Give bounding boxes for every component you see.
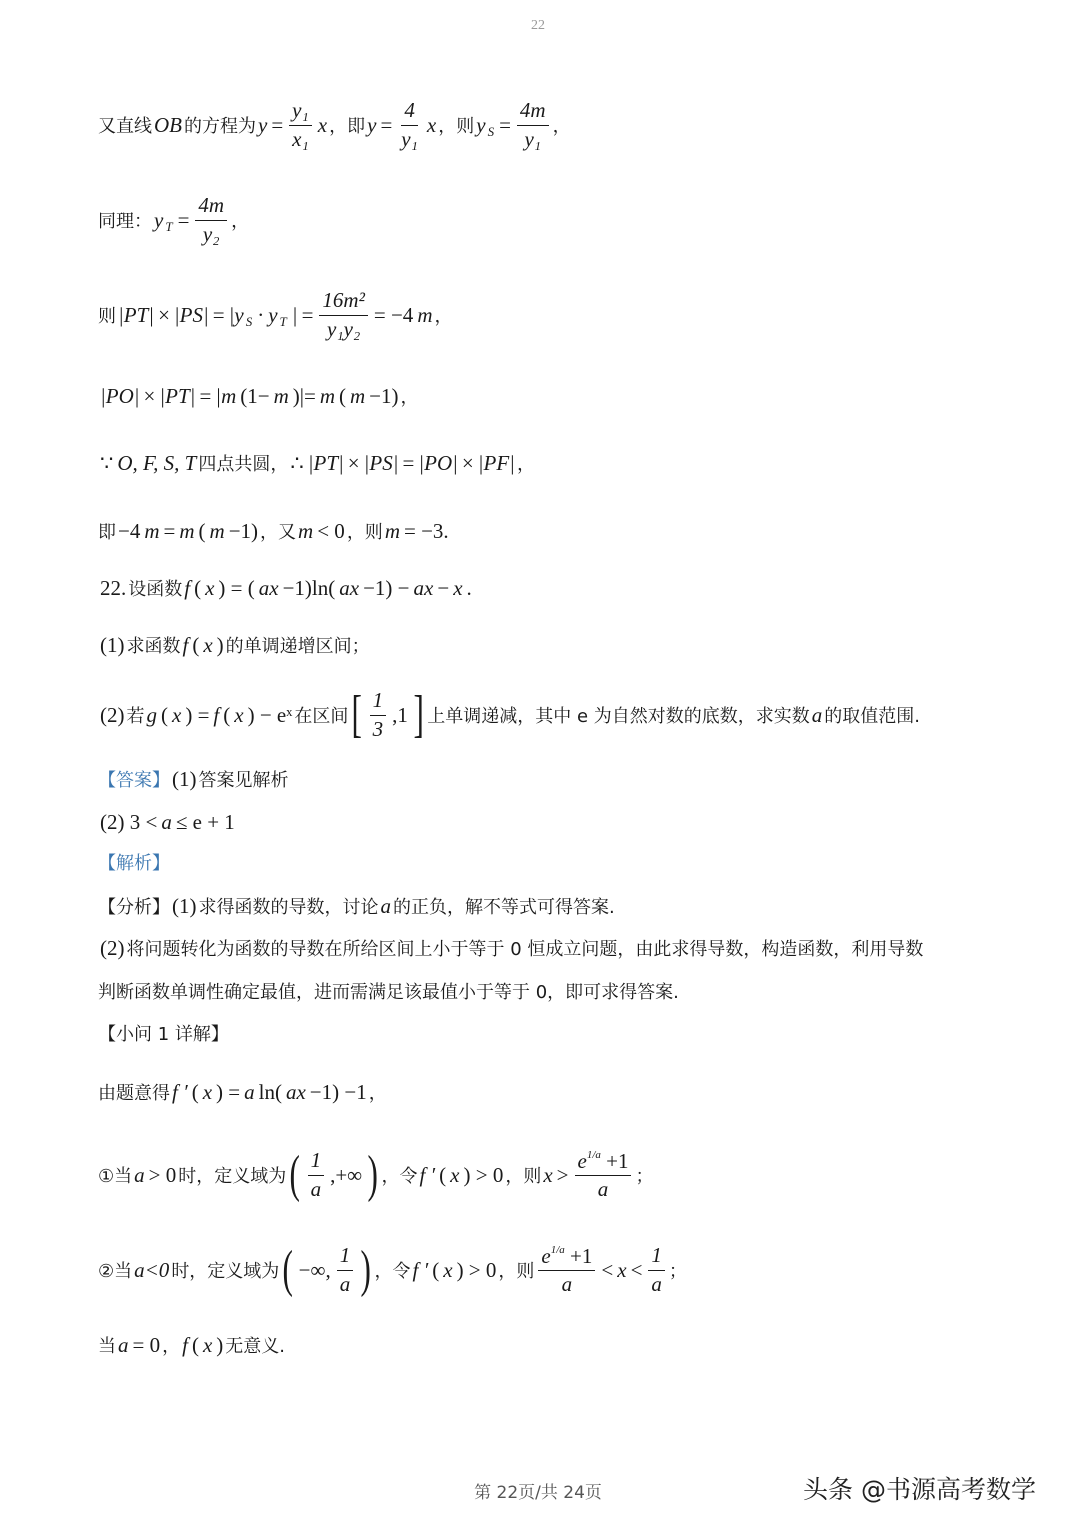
math-text: ( [439,1162,447,1187]
math-italic: x [317,112,328,137]
text: 的正负，解不等式可得答案. [393,897,615,918]
text-line [98,625,370,665]
text: 判断函数单调性确定最值，进而需满足该最值小于等于 0，即可求得答案. [98,982,679,1003]
text: ，则 [505,1166,542,1187]
exponent: 1/a [550,1243,565,1256]
math-italic: y [154,207,164,232]
numerator-text: 1 [310,1148,322,1173]
denominator: 3 [372,716,384,741]
math-italic: f ′ [419,1162,436,1187]
math-italic: x [453,575,463,600]
math-text: ∴ [290,450,304,475]
math-text: ) > 0 [463,1162,504,1187]
math-text: ( [194,575,202,600]
math-text: = [177,207,190,232]
text: ，则 [498,1261,535,1282]
text: 当 [98,1336,116,1357]
math-text: (1− [240,383,270,408]
numerator-text: 1 [339,1243,351,1268]
text-line [98,759,289,799]
denominator: y₁y₂ [327,316,361,341]
fraction [319,289,367,340]
math-italic: f [182,1332,188,1357]
text-line [98,1013,229,1053]
math-italic: x [543,1162,553,1187]
math-italic: x [617,1257,627,1282]
numerator-text: e [541,1243,551,1268]
math-italic: f [213,702,220,727]
math-text: = [212,302,225,327]
text: 求得函数的导数，讨论 [198,897,379,918]
math-text: −∞, [298,1257,331,1282]
text-line [98,1241,687,1298]
math-italic: x [172,702,182,727]
text: 时，定义域为 [178,1166,287,1187]
math-italic: x [202,1079,213,1104]
math-italic: |PO| [418,450,458,475]
math-text: ( [191,1079,199,1104]
text: ， [516,454,535,475]
text: ； [635,1166,654,1187]
math-text: ( [161,702,168,727]
math-text: ( [192,632,200,657]
numerator [575,1149,632,1176]
numerator-text: +1 [564,1243,593,1268]
numerator-text: y₁ [292,98,309,123]
math-italic: a [380,893,391,918]
text-line [98,288,453,341]
numerator [517,99,549,125]
math-text: −1) −1 [309,1079,367,1104]
math-text: = [301,302,314,327]
math-italic: f [182,632,189,657]
text: ，令 [381,1166,418,1187]
math-text: · [257,302,265,327]
denominator: y₁ [401,126,418,151]
math-text: ∵ [100,450,114,475]
math-text: )|= [292,383,316,408]
text: ，则 [438,116,475,137]
text-line [98,568,474,608]
text-line [98,98,571,151]
math-italic: a [134,1162,145,1187]
text: 无意义. [225,1336,285,1357]
big-bracket: ] [413,686,424,743]
math-text: (1) [172,893,197,918]
text-line [98,886,615,926]
math-italic: ax [258,575,279,600]
text: ①当 [98,1166,133,1187]
numerator [308,1149,325,1175]
text: 四点共圆， [198,454,289,475]
denominator: a [561,1272,573,1296]
math-italic: ax [285,1079,306,1104]
numerator-text: 4m [519,98,546,123]
denominator: y₂ [202,221,220,246]
text-line [98,376,419,416]
math-italic: |PT| [307,450,344,475]
text: ， [162,1336,181,1357]
math-text: > [556,1162,569,1187]
exponent: 1/a [586,1148,601,1161]
big-bracket: ( [282,1241,294,1298]
math-italic: |PS| [363,450,399,475]
text: 将问题转化为函数的导数在所给区间上小于等于 0 恒成立问题，由此求得导数，构造函数，利用导数 [126,939,924,960]
subscript: S [487,124,495,139]
math-text: − [437,575,450,600]
math-text: = [163,518,176,543]
text: 的单调递增区间； [225,636,370,657]
math-text: ,+∞ [330,1162,363,1187]
numerator [370,689,387,715]
math-italic: y [268,302,278,327]
math-italic: a [811,702,823,727]
math-italic: x [202,1332,213,1357]
math-text: = −4 [373,302,414,327]
text: ， [434,306,453,327]
math-italic: g [146,702,157,727]
text-line [98,443,535,483]
subscript: T [165,219,173,234]
text: 【小问 1 详解】 [98,1024,229,1045]
text: 在区间 [294,706,349,727]
fraction [289,99,312,150]
math-text: × [347,450,360,475]
math-italic: m [349,383,366,408]
math-italic: a [161,809,172,834]
text-line [98,511,451,551]
subscript: S [245,314,253,329]
watermark: 头条 @书源高考数学 [803,1475,1036,1504]
math-italic: m [384,518,400,543]
text: 即 [98,522,116,543]
math-text: ≤ e + 1 [175,809,235,834]
math-text: ) [216,632,224,657]
text: ②当 [98,1261,133,1282]
numerator [337,1244,354,1270]
math-text: ( [223,702,231,727]
math-text: = [380,112,393,137]
text-line [98,1072,387,1112]
math-text: × [461,450,474,475]
math-text: (2) 3 < [100,809,158,834]
denominator: a [339,1271,351,1296]
denominator: y₁ [524,126,542,151]
text-line [98,686,920,743]
math-italic: |PF| [477,450,515,475]
math-text: ( [338,383,346,408]
math-text: . [466,575,472,600]
math-text: ( [432,1257,440,1282]
math-text: ,1 [392,702,408,727]
numerator-text: 4 [404,98,415,123]
big-bracket: ) [360,1241,372,1298]
numerator [538,1244,595,1271]
text: 又直线 [98,116,152,137]
text: 的方程为 [184,116,256,137]
math-text: = [271,112,284,137]
text: ，即 [329,116,366,137]
math-italic: f ′ [172,1079,188,1104]
text: ，又 [260,522,297,543]
text: 【分析】 [98,897,170,918]
numerator [319,289,367,315]
math-text: × [158,302,170,327]
math-text: −4 [118,518,141,543]
fraction [538,1244,595,1296]
fraction [575,1149,632,1201]
math-text: 22. [100,575,127,600]
math-italic: OB [154,112,182,137]
math-italic: x [426,112,437,137]
fraction [370,689,387,740]
numerator-text: +1 [600,1148,629,1173]
math-italic: m [209,518,225,543]
text: 时，定义域为 [171,1261,280,1282]
numerator-text: 16m² [322,288,365,313]
math-text: −1) − [363,575,410,600]
math-text: (2) [100,702,125,727]
math-italic: x [450,1162,460,1187]
text-line [98,842,170,882]
denominator: x₁ [292,126,309,151]
math-italic: y [367,112,377,137]
math-text: ) = [216,1079,241,1104]
text: 设函数 [128,579,183,600]
math-text: < [601,1257,614,1282]
math-text: × [143,383,156,408]
math-text: ) − eˣ [247,702,293,727]
fraction [308,1149,325,1200]
denominator: a [310,1176,322,1201]
text-line [98,971,679,1011]
math-text: ( [191,1332,199,1357]
math-text: ln( [258,1079,282,1104]
math-text: ) = ( [218,575,255,600]
text-line [98,193,250,246]
math-text: = [499,112,511,137]
math-italic: a<0 [134,1257,170,1282]
numerator-text: e [577,1148,587,1173]
math-text: = 0 [132,1332,161,1357]
math-italic: |PO| [100,383,140,408]
math-text: ) = [185,702,210,727]
section-label: 【答案】 [98,770,170,791]
math-text: ( [198,518,206,543]
fraction [337,1244,354,1295]
math-text: = [199,383,212,408]
math-text: (2) [100,935,125,960]
text-line [98,1325,285,1365]
math-text: < [630,1257,643,1282]
math-text: −1) [369,383,399,408]
math-italic: O, F, S, T [117,450,197,475]
math-italic: |PT| [118,302,155,327]
math-italic: |m [215,383,237,408]
math-italic: m [273,383,289,408]
math-italic: |PS| [173,302,209,327]
fraction [398,99,421,150]
math-text: ) > 0 [456,1257,497,1282]
page-footer: 第 22页/共 24页 [474,1483,602,1503]
math-italic: m [179,518,195,543]
math-text: −1)ln( [282,575,336,600]
math-italic: ax [413,575,434,600]
text-line [98,1146,654,1203]
math-italic: m [298,518,314,543]
text: ， [400,387,419,408]
numerator [195,194,227,220]
math-italic: f [184,575,191,600]
math-italic: f ′ [412,1257,429,1282]
text: 若 [126,706,145,727]
math-italic: |y [228,302,244,327]
text: 的取值范围. [824,706,920,727]
text-line [98,928,923,968]
numerator-text: 1 [651,1243,662,1268]
math-italic: | [291,302,298,327]
math-italic: y [258,112,268,137]
numerator-text: 4m [198,193,225,218]
numerator-text: 1 [372,688,384,713]
math-text: = −3. [403,518,449,543]
numerator [401,99,418,125]
math-text: (1) [100,632,125,657]
denominator: a [597,1177,609,1201]
text: ， [231,211,250,232]
subscript: T [279,314,287,329]
big-bracket: ( [289,1146,301,1203]
math-text: < 0 [317,518,345,543]
math-italic: a [244,1079,255,1104]
big-bracket: [ [351,686,363,743]
text: ，则 [346,522,383,543]
math-text: −1) [228,518,259,543]
math-italic: x [205,575,215,600]
math-italic: x [443,1257,453,1282]
text-line [98,802,237,842]
math-text: > 0 [148,1162,177,1187]
math-text: = [402,450,415,475]
math-italic: m [417,302,433,327]
text: ； [668,1261,687,1282]
math-italic: m [319,383,335,408]
top-page-number: 22 [531,18,545,33]
text: ， [368,1083,387,1104]
text: 求函数 [126,636,181,657]
math-italic: ax [339,575,360,600]
math-italic: x [203,632,213,657]
text: 答案见解析 [198,770,289,791]
fraction [195,194,227,245]
denominator: a [651,1271,662,1296]
math-italic: a [118,1332,129,1357]
numerator [289,99,312,125]
big-bracket: ) [367,1146,379,1203]
text: 同理： [98,211,152,232]
math-italic: y [476,112,486,137]
math-text: ) [216,1332,224,1357]
fraction [648,1244,665,1295]
text: 上单调递减，其中 e 为自然对数的底数，求实数 [427,706,810,727]
text: ， [552,116,571,137]
math-text: (1) [172,766,197,791]
text: ，令 [374,1261,411,1282]
math-italic: x [234,702,244,727]
math-italic: |PT| [159,383,196,408]
fraction [517,99,549,150]
text: 则 [98,306,116,327]
numerator [648,1244,665,1270]
math-italic: m [144,518,160,543]
text: 由题意得 [98,1083,170,1104]
section-label: 【解析】 [98,853,170,874]
